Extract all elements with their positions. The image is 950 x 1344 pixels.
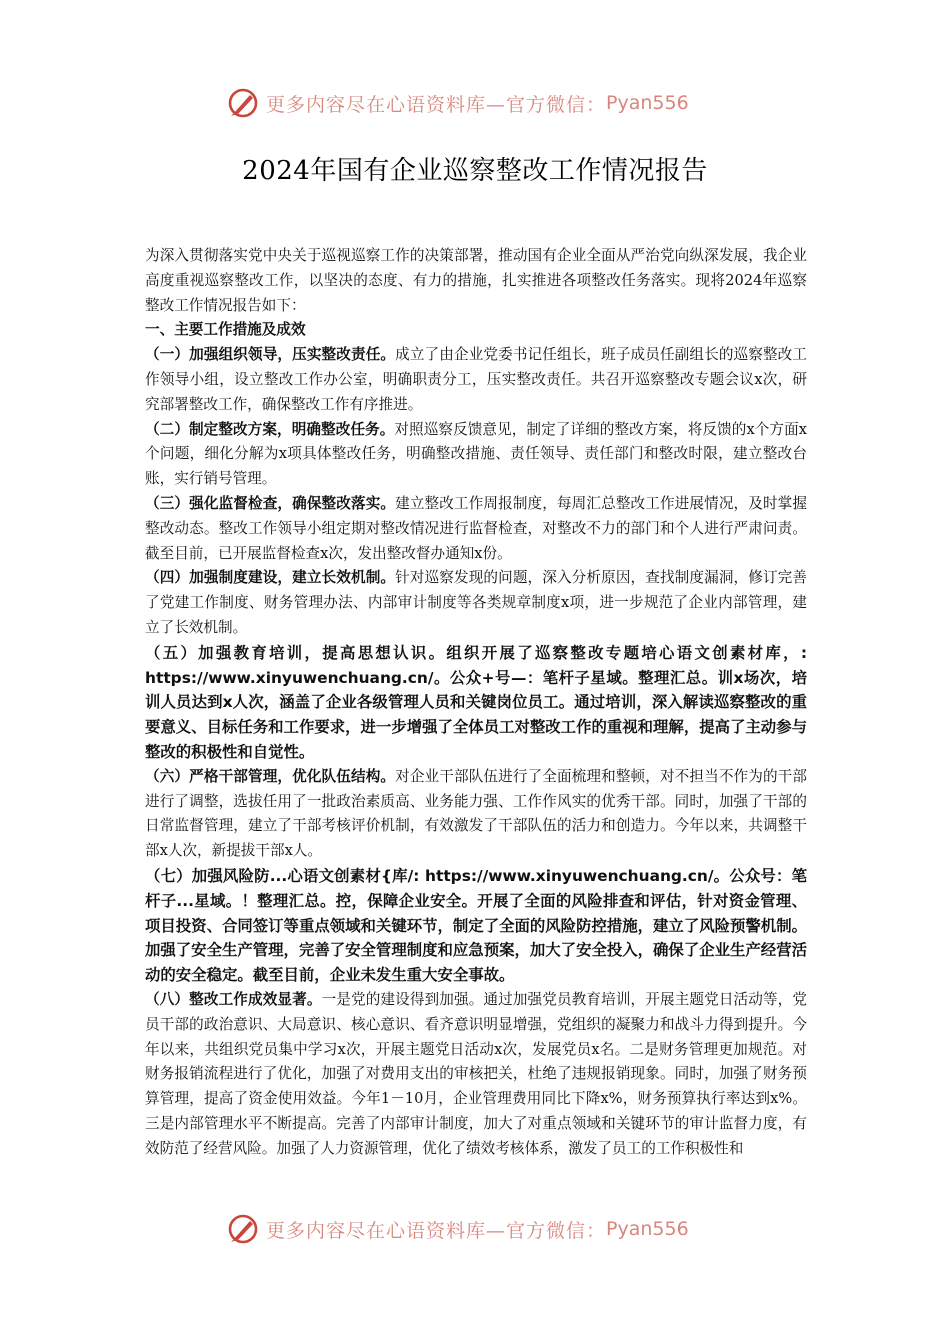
item-paragraph-seven: （七）加强风险防...心语文创素材{库/: https://www.xinyuwenchuang.cn/。公众号：笔杆子...星域。！整理汇总。控，保障企业安全。开展了全面的风险排查和评估，针对资金管理、项目投资、合同签订等重点领域和关键环节，制定了全面的风险防控措施，建立了风险预警机制。加强了安全生产管理，完善了安全管理制度和应急预案，加大了安全投入，确保了企业生产经营活动的安全稳定。截至目前，企业未发生重大安全事故。 bbox=[145, 866, 807, 985]
document-title: 2024年国有企业巡察整改工作情况报告 bbox=[242, 156, 708, 186]
footer-banner bbox=[226, 1211, 689, 1247]
item-paragraph bbox=[145, 988, 807, 1162]
item-text: 对照巡察反馈意见，制定了详细的整改方案，将反馈的x个方面x个问题，细化分解为x项具体整改任务，明确整改措施、责任领导、责任部门和整改时限，建立整改台账，实行销号管理。 bbox=[145, 420, 807, 488]
pen-circle-logo-icon bbox=[226, 1212, 260, 1246]
item-text: 成立了由企业党委书记任组长，班子成员任副组长的巡察整改工作领导小组，设立整改工作办公室，明确职责分工，压实整改责任。共召开巡察整改专题会议x次，研究部署整改工作，确保整改工作有序推进。 bbox=[145, 346, 807, 413]
item-lead: （三）强化监督检查，确保整改落实。 bbox=[145, 494, 396, 512]
item-lead: （六）严格干部管理，优化队伍结构。 bbox=[145, 767, 396, 785]
item-paragraph bbox=[145, 418, 807, 492]
item-text: 对企业干部队伍进行了全面梳理和整顿，对不担当不作为的干部进行了调整，选拔任用了一批政治素质高、业务能力强、工作作风实的优秀干部。同时，加强了干部的日常监督管理，建立了干部考核评价机制，有效激发了干部队伍的活力和创造力。今年以来，共调整干部x人次，新提拔干部x人。 bbox=[145, 767, 807, 860]
section-heading: 一、主要工作措施及成效 bbox=[145, 321, 306, 339]
item-paragraph-five: （五）加强教育培训，提高思想认识。组织开展了巡察整改专题培心语文创素材库，: https://www.xinyuwenchuang.cn/。公众+号—：笔杆子星域。整理汇总。训x场次，培训人员达到x人次，涵盖了企业各级管理人员和关键岗位员工。通过培训，深入解读巡察整改的重要意义、目标任务和工作要求，进一步增强了全体员工对整改工作的重视和理解，提高了主动参与整改的积极性和自觉性。 bbox=[145, 643, 807, 761]
intro-paragraph: 为深入贯彻落实党中央关于巡视巡察工作的决策部署，推动国有企业全面从严治党向纵深发展，我企业高度重视巡察整改工作，以坚决的态度、有力的措施，扎实推进各项整改任务落实。现将2024年巡察整改工作情况报告如下： bbox=[145, 247, 807, 314]
item-text: 针对巡察发现的问题，深入分析原因，查找制度漏洞，修订完善了党建工作制度、财务管理办法、内部审计制度等各类规章制度x项，进一步规范了企业内部管理，建立了长效机制。 bbox=[145, 569, 807, 636]
banner-wechat-id: Pyan556 bbox=[606, 92, 689, 114]
item-text: 建立整改工作周报制度，每周汇总整改工作进展情况，及时掌握整改动态。整改工作领导小组定期对整改情况进行监督检查，对整改不力的部门和个人进行严肃问责。截至目前，已开展监督检查x次，发出整改督办通知x份。 bbox=[145, 494, 807, 562]
item-lead: （二）制定整改方案，明确整改任务。 bbox=[145, 420, 395, 438]
banner-wechat-id: Pyan556 bbox=[606, 1218, 689, 1240]
item-lead: （四）加强制度建设，建立长效机制。 bbox=[145, 569, 396, 587]
item-paragraph bbox=[145, 765, 807, 864]
item-lead: （八）整改工作成效显著。 bbox=[145, 990, 322, 1008]
pen-circle-logo-icon bbox=[226, 86, 260, 120]
document-body bbox=[145, 244, 807, 1161]
banner-text: 更多内容尽在心语资料库—官方微信： bbox=[266, 93, 607, 116]
banner-text: 更多内容尽在心语资料库—官方微信： bbox=[266, 1219, 607, 1242]
item-text: 一是党的建设得到加强。通过加强党员教育培训，开展主题党日活动等，党员干部的政治意识、大局意识、核心意识、看齐意识明显增强，党组织的凝聚力和战斗力得到提升。今年以来，共组织党员集中学习x次，开展主题党日活动x次，发展党员x名。二是财务管理更加规范。对财务报销流程进行了优化，加强了对费用支出的审核把关，杜绝了违规报销现象。同时，加强了财务预算管理，提高了资金使用效益。今年1－10月，企业管理费用同比下降x%，财务预算执行率达到x%。三是内部管理水平不断提高。完善了内部审计制度，加大了对重点领域和关键环节的审计监督力度，有效防范了经营风险。加强了人力资源管理，优化了绩效考核体系，激发了员工的工作积极性和 bbox=[145, 990, 807, 1157]
item-paragraph bbox=[145, 492, 807, 566]
item-paragraph bbox=[145, 566, 807, 640]
item-lead: （一）加强组织领导，压实整改责任。 bbox=[145, 346, 396, 364]
header-banner bbox=[226, 85, 689, 121]
item-paragraph bbox=[145, 343, 807, 417]
